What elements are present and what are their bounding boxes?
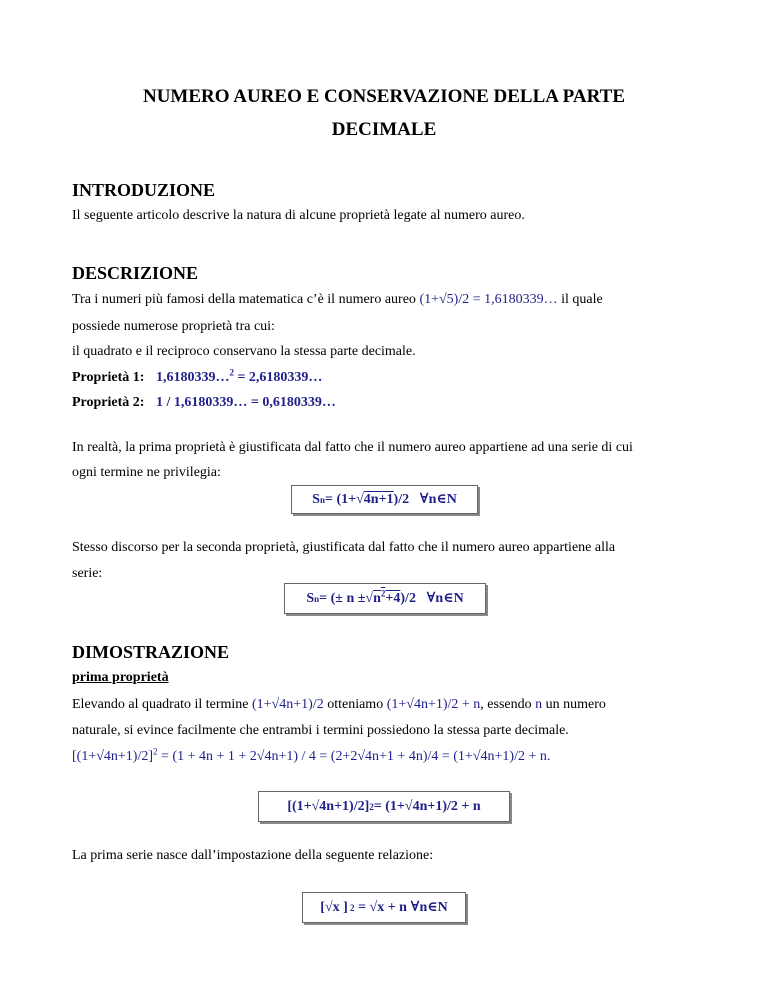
text-run: , essendo (480, 697, 536, 712)
dimostrazione-derivation (72, 746, 551, 765)
subheading-prima-proprieta: prima proprietà (72, 670, 169, 685)
formula-part: )/2 ∀n∈N (400, 591, 464, 606)
formula-part: S (312, 491, 320, 507)
text-run: otteniamo (323, 697, 387, 712)
exponent: 2 (153, 746, 158, 757)
property-2-formula: 1 / 1,6180339… = 0,6180339… (155, 395, 336, 410)
section-heading-descrizione: DESCRIZIONE (72, 263, 199, 283)
formula-part: = (± n ±√ (319, 590, 374, 606)
formula-box-series-2: S n = (± n ±√ $n^2+4$ )/2 ∀n∈N (284, 583, 486, 614)
formula-part: [(1+√4n+1)/2] (72, 749, 154, 764)
formula-part: 1,6180339… (155, 370, 230, 385)
formula-inline: (1+√4n+1)/2 (252, 697, 324, 712)
document-title-line2: DECIMALE (331, 119, 437, 140)
formula-part: S (306, 590, 315, 606)
formula-part: = √x + n ∀n∈N (354, 900, 448, 915)
formula-box-series-1: S n = (1+√ 4n+1 )/2 ∀n∈N (291, 485, 478, 514)
text-run: Elevando al quadrato il termine (72, 697, 252, 712)
formula-part: = (1+√ (324, 491, 364, 507)
formula-part: = (1+√4n+1)/2 + n (373, 798, 481, 814)
descrizione-line1 (72, 292, 603, 308)
radicand (373, 587, 401, 607)
document-title-line1: NUMERO AUREO E CONSERVAZIONE DELLA PARTE (142, 86, 625, 107)
property-1 (72, 367, 323, 386)
descrizione-para2-line1: In realtà, la prima proprietà è giustificata dal fatto che il numero aureo appartiene ad una serie di cui (72, 440, 633, 455)
formula-part: = 2,6180339… (233, 370, 323, 385)
formula-part: [√x ] (320, 899, 348, 915)
formula-part: = (1 + 4n + 1 + 2√4n+1) / 4 = (2+2√4n+1 + 4n)/4 = (1+√4n+1)/2 + n. (157, 749, 551, 764)
golden-ratio-formula: (1+√5)/2 = 1,6180339… (419, 292, 558, 307)
section-heading-dimostrazione: DIMOSTRAZIONE (72, 642, 230, 662)
property-1-label: Proprietà 1: (72, 370, 145, 385)
descrizione-line3: il quadrato e il reciproco conservano la stessa parte decimale. (72, 344, 416, 359)
variable-n: n (535, 697, 543, 712)
property-2-label: Proprietà 2: (72, 395, 145, 410)
introduzione-text: Il seguente articolo descrive la natura di alcune proprietà legate al numero aureo. (72, 208, 525, 223)
formula-box-sqrt-relation: [√x ] 2 = √x + n ∀n∈N (302, 892, 466, 923)
formula-part: )/2 ∀n∈N (393, 492, 457, 507)
descrizione-para3-line1: Stesso discorso per la seconda proprietà, giustificata dal fatto che il numero aureo appartiene alla (72, 540, 616, 555)
section-heading-introduzione: INTRODUZIONE (72, 180, 216, 200)
formula-part: +4 (385, 590, 401, 606)
formula-part: [(1+√4n+1)/2] (287, 798, 370, 814)
dimostrazione-line2: naturale, si evince facilmente che entrambi i termini possiedono la stessa parte decimale. (72, 723, 569, 738)
dimostrazione-line1 (72, 697, 606, 713)
formula-part: n (373, 590, 381, 606)
formula-box-square-identity: [(1+√4n+1)/2] 2 = (1+√4n+1)/2 + n (258, 791, 510, 822)
text-run: un numero (542, 697, 606, 712)
descrizione-line2: possiede numerose proprietà tra cui: (72, 319, 275, 334)
descrizione-para3-line2: serie: (72, 566, 103, 581)
exponent: 2 (380, 587, 386, 598)
formula-inline: (1+√4n+1)/2 + n (386, 697, 481, 712)
exponent: 2 (229, 367, 234, 378)
dimostrazione-line4: La prima serie nasce dall’impostazione della seguente relazione: (72, 848, 434, 863)
property-2 (72, 395, 336, 411)
descrizione-para2-line2: ogni termine ne privilegia: (72, 465, 221, 480)
radicand: 4n+1 (363, 491, 394, 507)
text-run: il quale (557, 292, 603, 307)
text-run: Tra i numeri più famosi della matematica c’è il numero aureo (72, 292, 420, 307)
property-1-formula (155, 367, 323, 385)
